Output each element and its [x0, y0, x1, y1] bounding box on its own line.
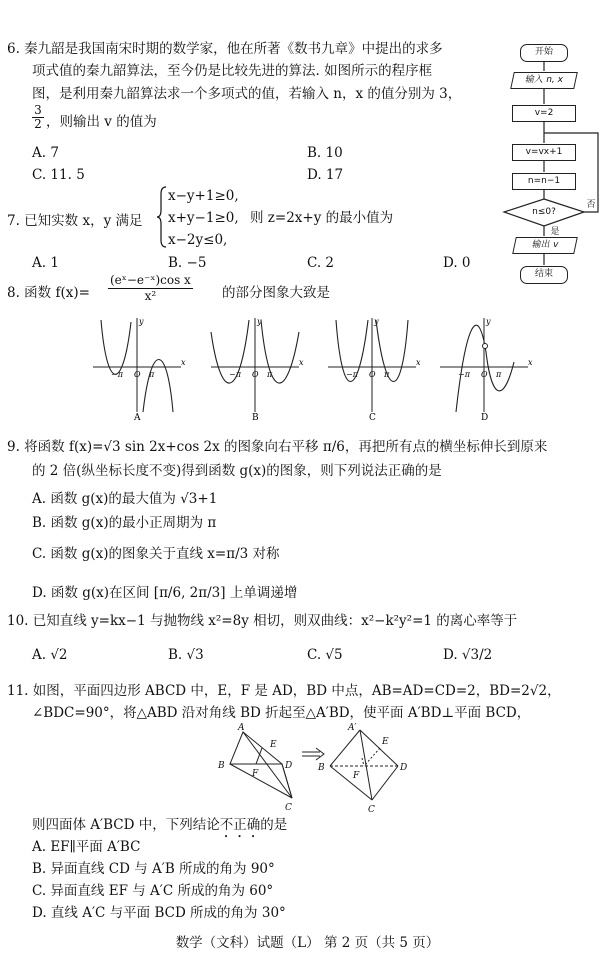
flowchart-input: 输入 n, x — [510, 72, 578, 89]
fig-label-b2: B — [318, 763, 325, 773]
q9-option-c: C. 函数 g(x)的图象关于直线 x=π/3 对称 — [32, 546, 280, 562]
graph-d-y-label: y — [486, 317, 491, 326]
q6-option-d: D. 17 — [307, 167, 344, 183]
page-footer: 数学（文科）试题（L） 第 2 页（共 5 页） — [175, 935, 440, 951]
graph-d-tick-pos: π — [496, 370, 502, 379]
graph-a-origin: O — [134, 370, 141, 379]
q11-emphasis: 不正确 — [219, 817, 261, 833]
q7-option-c: C. 2 — [307, 255, 335, 271]
q10-option-b: B. √3 — [168, 647, 204, 663]
graph-a-tick-pos: π — [149, 370, 155, 379]
graph-b-y-label: y — [257, 317, 262, 326]
graph-a-tick-neg: −π — [111, 370, 123, 379]
q7-option-b: B. −5 — [168, 255, 207, 271]
q10-stem: 10. 已知直线 y=kx−1 与抛物线 x²=8y 相切，则双曲线：x²−k²y²=1 的离心率等于 — [7, 613, 518, 629]
flowchart-condition: n≤0? — [532, 207, 556, 217]
fig-label-d: D — [285, 761, 293, 771]
flowchart-end: 结束 — [520, 266, 568, 284]
graph-b-label: B — [252, 413, 259, 423]
flowchart-start: 开始 — [520, 44, 568, 62]
flowchart-update-n: n=n−1 — [512, 173, 576, 190]
flowchart-init: v=2 — [512, 105, 576, 122]
q7-option-a: A. 1 — [32, 255, 59, 271]
graph-c-x-label: x — [416, 358, 421, 367]
fig-label-a-prime: A′ — [348, 723, 357, 733]
q7-constraint-1: x−y+1≥0, — [168, 188, 239, 204]
graph-b-origin: O — [252, 370, 259, 379]
q7-suffix: 则 z=2x+y 的最小值为 — [250, 210, 394, 226]
q8-numerator: (eˣ−e⁻ˣ)cos x — [110, 273, 191, 287]
q10-option-a: A. √2 — [32, 647, 68, 663]
q11-option-b: B. 异面直线 CD 与 A′B 所成的角为 90° — [32, 861, 275, 877]
flowchart-no-label: 否 — [586, 200, 596, 210]
q8-fraction — [108, 273, 193, 304]
q9-option-a: A. 函数 g(x)的最大值为 √3+1 — [32, 491, 218, 507]
q11-option-d: D. 直线 A′C 与平面 BCD 所成的角为 30° — [32, 905, 286, 921]
fig-label-b: B — [218, 761, 225, 771]
graph-a-y-label: y — [139, 317, 144, 326]
q11-line-2: ∠BDC=90°，将△ABD 沿对角线 BD 折起至△A′BD，使平面 A′BD⊥平面 BCD， — [32, 705, 531, 721]
flowchart-yes-label: 是 — [550, 227, 560, 237]
q7-constraint-2: x+y−1≥0, — [168, 210, 239, 226]
flowchart-output: 输出 v — [512, 237, 578, 254]
q11-option-c: C. 异面直线 EF 与 A′C 所成的角为 60° — [32, 883, 274, 899]
fig-label-d2: D — [400, 763, 408, 773]
flowchart-update-v: v=vx+1 — [512, 144, 576, 161]
q8-prefix: 8. 函数 f(x)= — [7, 285, 90, 301]
graph-c-label: C — [369, 413, 376, 423]
graph-d-origin: O — [481, 370, 488, 379]
fig-label-c: C — [285, 803, 292, 813]
q7-constraint-3: x−2y≤0, — [168, 232, 228, 248]
q11-line-3-post: 的是 — [260, 817, 288, 833]
q7-prefix: 7. 已知实数 x，y 满足 — [7, 213, 143, 229]
q9-option-d: D. 函数 g(x)在区间 [π/6, 2π/3] 上单调递增 — [32, 585, 298, 601]
graph-b-tick-pos: π — [267, 370, 273, 379]
q9-option-b: B. 函数 g(x)的最小正周期为 π — [32, 515, 217, 531]
q6-line-3: 图，是利用秦九韶算法求一个多项式的值，若输入 n，x 的值分别为 3， — [32, 86, 462, 102]
q6-frac-num: 3 — [32, 104, 44, 118]
graph-d-tick-neg: −π — [458, 370, 470, 379]
graph-c-tick-neg: −π — [346, 370, 358, 379]
q6-line-1: 6. 秦九韶是我国南宋时期的数学家，他在所著《数书九章》中提出的求多 — [7, 41, 443, 57]
q6-option-b: B. 10 — [307, 145, 343, 161]
q6-option-a: A. 7 — [32, 145, 59, 161]
q11-figure — [0, 722, 615, 822]
graph-c-tick-pos: π — [384, 370, 390, 379]
graph-c-y-label: y — [374, 317, 379, 326]
graph-b-tick-neg: −π — [229, 370, 241, 379]
q11-line-3-pre: 则四面体 A′BCD 中，下列结论 — [32, 817, 220, 833]
q9-line-1: 9. 将函数 f(x)=√3 sin 2x+cos 2x 的图象向右平移 π/6，再把所有点的横坐标伸长到原来 — [7, 439, 548, 455]
q6-option-c: C. 11. 5 — [32, 167, 85, 183]
graph-a-label: A — [134, 413, 141, 423]
q7-brace — [156, 186, 168, 248]
graph-c-origin: O — [369, 370, 376, 379]
q10-option-c: C. √5 — [307, 647, 343, 663]
graph-d-open-point — [483, 344, 488, 349]
q8-graphs — [0, 312, 615, 432]
q11-option-a: A. EF∥平面 A′BC — [32, 839, 141, 855]
q7-option-d: D. 0 — [443, 255, 471, 271]
fig-label-f2: F — [353, 771, 360, 781]
graph-a-x-label: x — [181, 358, 186, 367]
fig-label-e2: E — [382, 737, 389, 747]
fig-label-e: E — [270, 740, 277, 750]
fig-label-f: F — [252, 769, 259, 779]
graph-d-label: D — [481, 413, 489, 423]
q6-line-2: 项式值的秦九韶算法，至今仍是比较先进的算法. 如图所示的程序框 — [32, 63, 433, 79]
q11-line-1: 11. 如图，平面四边形 ABCD 中，E，F 是 AD，BD 中点，AB=AD=CD=2，BD=2√2， — [7, 683, 561, 699]
graph-b-x-label: x — [299, 358, 304, 367]
q8-denominator: x² — [144, 289, 157, 303]
fig-label-c2: C — [368, 805, 375, 815]
graph-d-curve — [456, 325, 514, 412]
graph-d-x-label: x — [528, 358, 533, 367]
q9-line-2: 的 2 倍(纵坐标长度不变)得到函数 g(x)的图象，则下列说法正确的是 — [32, 463, 442, 479]
q10-option-d: D. √3/2 — [443, 647, 493, 663]
q6-line-4: ，则输出 v 的值为 — [46, 114, 157, 130]
q6-frac-den: 2 — [34, 117, 42, 131]
q8-suffix: 的部分图象大致是 — [222, 285, 330, 301]
fig-label-a: A — [238, 723, 245, 733]
